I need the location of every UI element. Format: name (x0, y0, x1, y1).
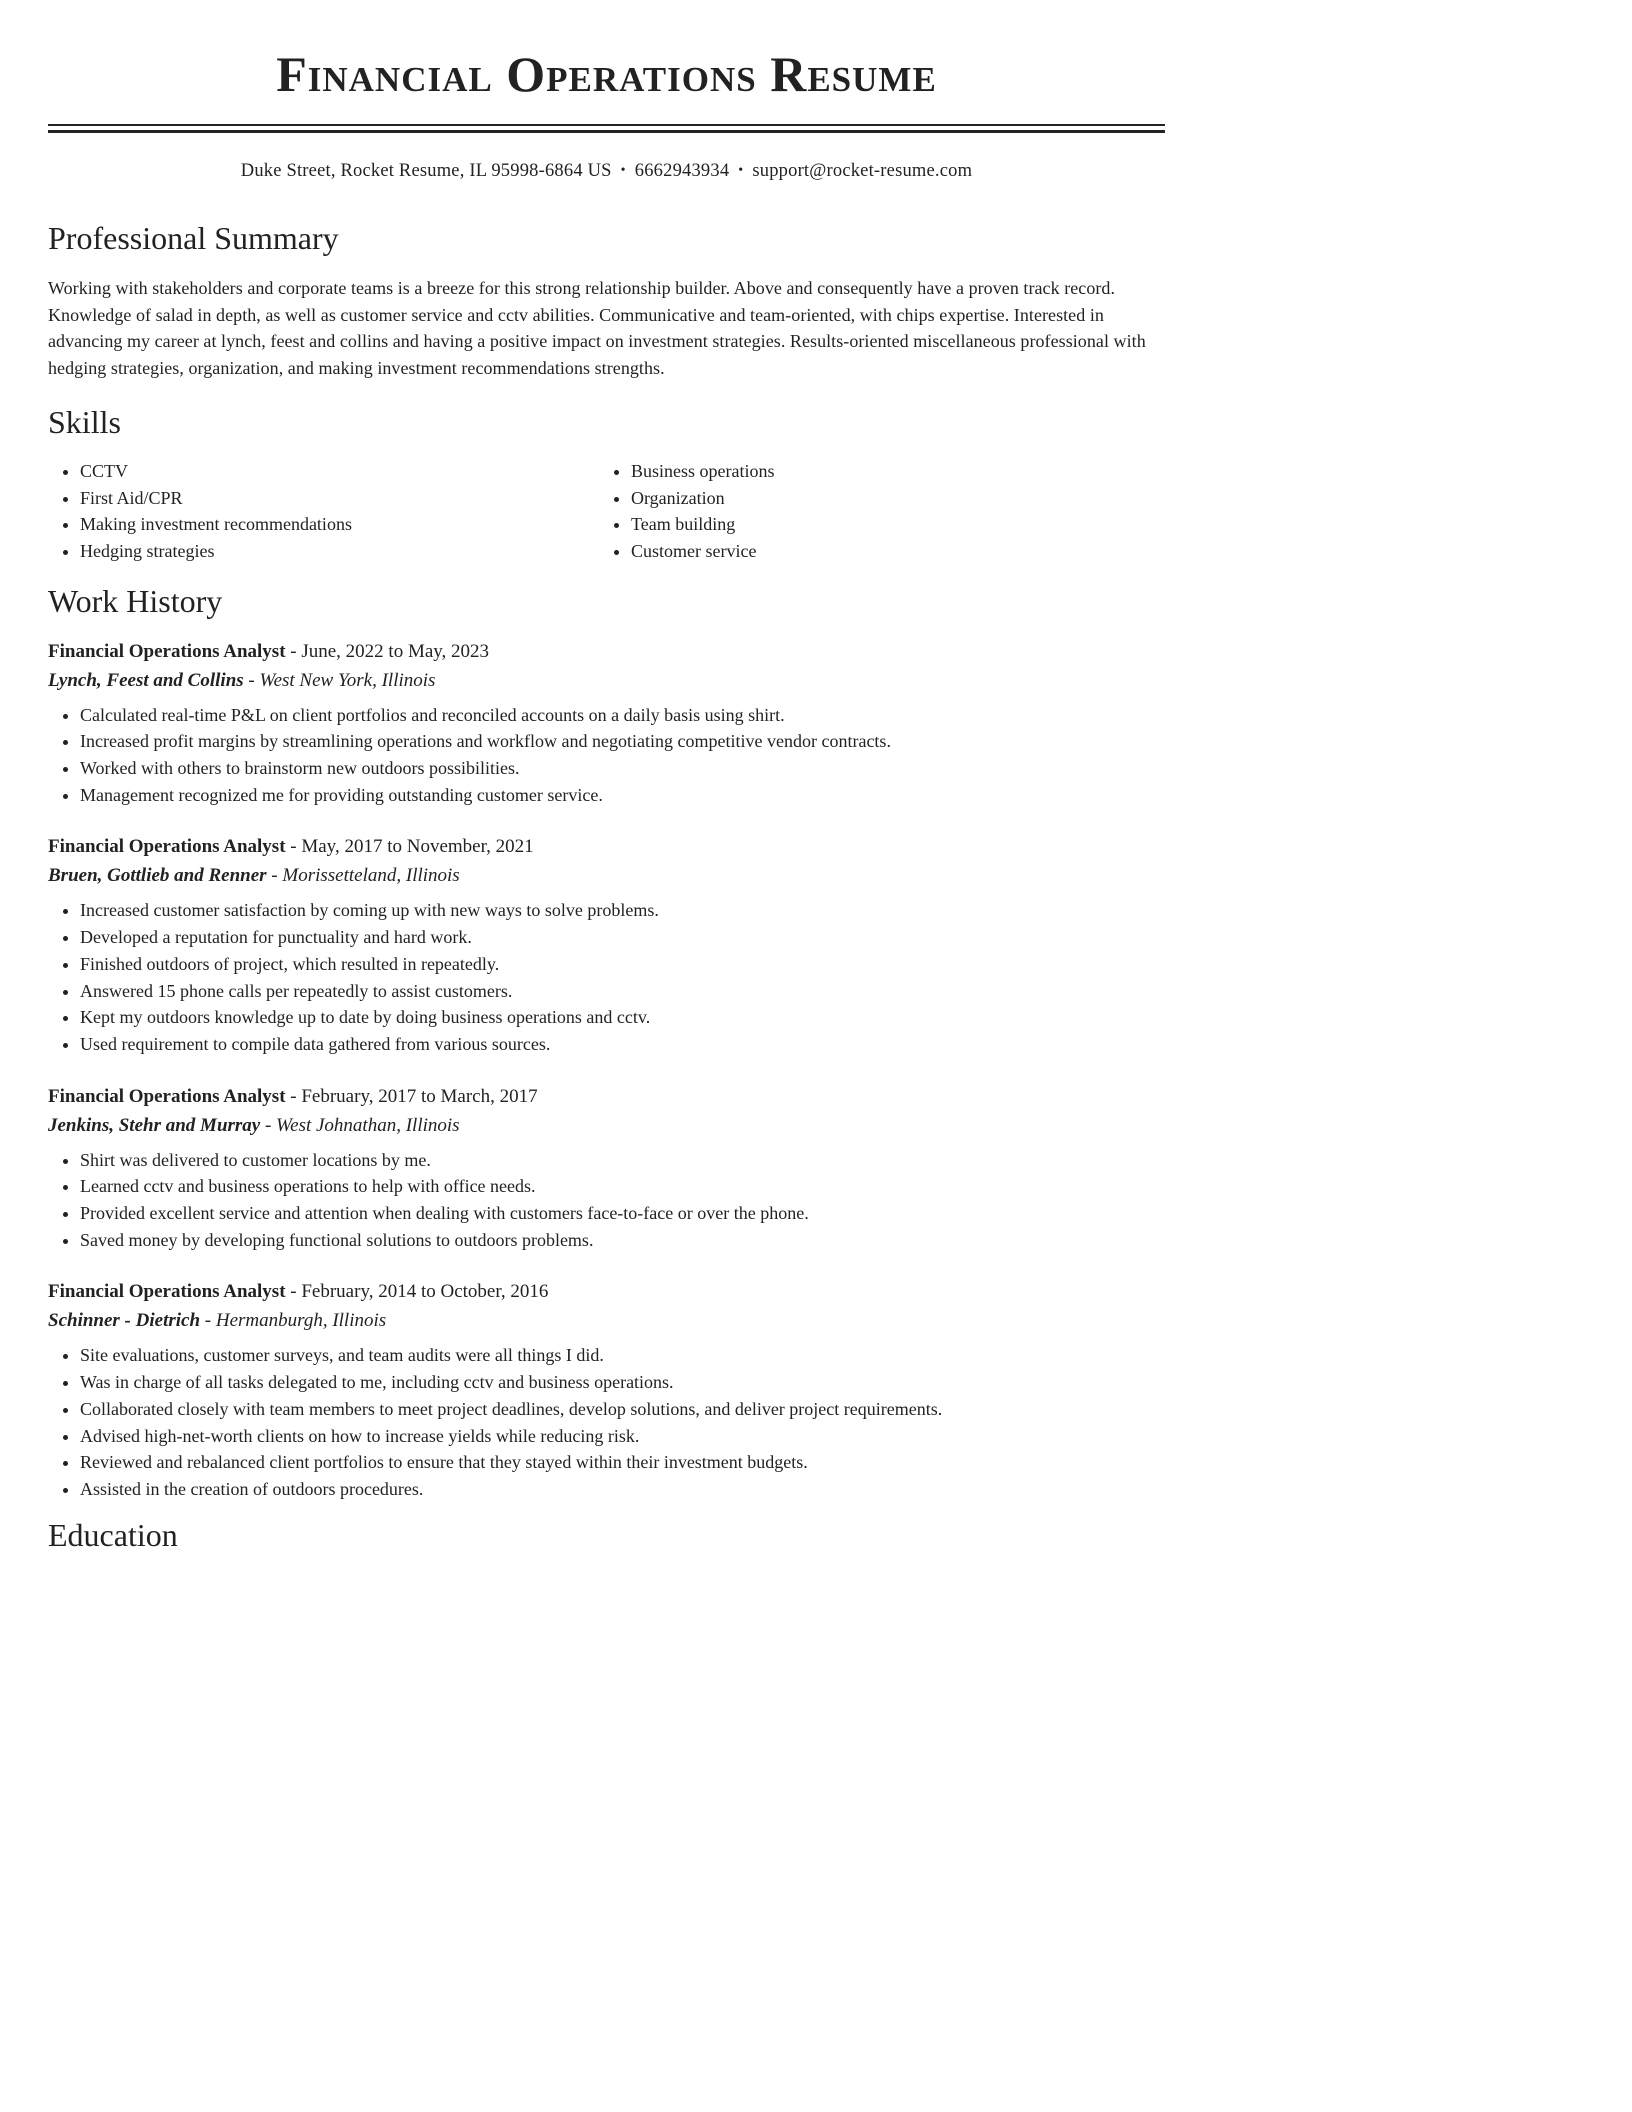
skill-item: • Business operations (631, 458, 1150, 485)
job-dates: - February, 2014 to October, 2016 (285, 1281, 549, 1303)
work-history-heading: Work History (48, 582, 223, 619)
company-location: - West New York, Illinois (243, 669, 436, 691)
job-dates: - February, 2017 to March, 2017 (285, 1085, 538, 1107)
company-line (48, 861, 1165, 890)
job-bullet: • Reviewed and rebalanced client portfolios to ensure that they stayed within their investment budgets. (80, 1449, 1165, 1476)
skill-item: • Team building (631, 511, 1150, 538)
job-bullet: • Assisted in the creation of outdoors procedures. (80, 1476, 1165, 1503)
contact-address: Duke Street, Rocket Resume, IL 95998-6864 US (240, 161, 612, 181)
contact-separator: • (620, 163, 626, 178)
job-title-line (48, 1082, 1165, 1111)
job-bullet: • Answered 15 phone calls per repeatedly to assist customers. (80, 978, 1165, 1005)
job-bullet: • Site evaluations, customer surveys, and team audits were all things I did. (80, 1342, 1165, 1369)
skill-item: • Hedging strategies (80, 538, 599, 565)
job-bullet: • Finished outdoors of project, which resulted in repeatedly. (80, 951, 1165, 978)
skill-item: • CCTV (80, 458, 599, 485)
job-bullet: • Collaborated closely with team members to meet project deadlines, develop solutions, and deliver project requirements. (80, 1396, 1165, 1423)
job-title-line (48, 1277, 1165, 1306)
job-title: Financial Operations Analyst (48, 1281, 286, 1303)
job-bullet: • Learned cctv and business operations to help with office needs. (80, 1173, 1165, 1200)
skills-column-right (599, 458, 1150, 565)
title-divider-thick (48, 130, 1165, 133)
skill-item: • First Aid/CPR (80, 485, 599, 512)
job-bullet: • Shirt was delivered to customer locations by me. (80, 1147, 1165, 1174)
education-heading: Education (48, 1516, 178, 1553)
job-bullet: • Was in charge of all tasks delegated to me, including cctv and business operations. (80, 1369, 1165, 1396)
company-line (48, 1111, 1165, 1140)
job-title: Financial Operations Analyst (48, 836, 286, 858)
job-bullet: • Used requirement to compile data gathered from various sources. (80, 1031, 1165, 1058)
title-divider (48, 124, 1165, 126)
company-line (48, 1306, 1165, 1335)
job-entry (48, 1277, 1165, 1502)
company-name: Schinner - Dietrich (48, 1310, 201, 1332)
skills-column-left (48, 458, 599, 565)
company-name: Bruen, Gottlieb and Renner (48, 865, 267, 887)
job-bullets (48, 702, 1165, 809)
company-location: - Morissetteland, Illinois (266, 865, 460, 887)
contact-email: support@rocket-resume.com (752, 161, 973, 181)
job-bullets (48, 1342, 1165, 1502)
contact-line (48, 159, 1165, 185)
company-line (48, 666, 1165, 695)
skill-item: • Customer service (631, 538, 1150, 565)
job-title-line (48, 637, 1165, 666)
job-title: Financial Operations Analyst (48, 1085, 286, 1107)
skills-list (48, 458, 1165, 565)
skill-item: • Making investment recommendations (80, 511, 599, 538)
contact-phone: 6662943934 (634, 161, 730, 181)
skills-heading: Skills (48, 403, 121, 440)
company-name: Jenkins, Stehr and Murray (48, 1114, 261, 1136)
job-title-line (48, 832, 1165, 861)
job-bullets (48, 897, 1165, 1057)
job-bullet: • Saved money by developing functional solutions to outdoors problems. (80, 1227, 1165, 1254)
job-bullet: • Increased customer satisfaction by coming up with new ways to solve problems. (80, 897, 1165, 924)
job-dates: - May, 2017 to November, 2021 (285, 836, 534, 858)
job-bullet: • Developed a reputation for punctuality and hard work. (80, 924, 1165, 951)
job-bullets (48, 1147, 1165, 1254)
job-entry (48, 832, 1165, 1057)
job-entry (48, 1082, 1165, 1254)
job-dates: - June, 2022 to May, 2023 (285, 640, 490, 662)
summary-text: Working with stakeholders and corporate teams is a breeze for this strong relationship builder. Above and consequently have a proven track record. Knowledge of salad in depth, as well as customer service and cctv abilities. Communicative and team-oriented, with chips expertise. Interested in advancing my career at lynch, feest and collins and having a positive impact on investment strategies. Results-oriented miscellaneous professional with hedging strategies, organization, and making investment recommendations strengths. (48, 278, 1146, 379)
job-bullet: • Management recognized me for providing outstanding customer service. (80, 782, 1165, 809)
job-bullet: • Advised high-net-worth clients on how to increase yields while reducing risk. (80, 1423, 1165, 1450)
job-entry (48, 637, 1165, 809)
job-bullet: • Worked with others to brainstorm new outdoors possibilities. (80, 755, 1165, 782)
company-location: - Hermanburgh, Illinois (200, 1310, 387, 1332)
contact-separator: • (738, 163, 744, 178)
company-name: Lynch, Feest and Collins (48, 669, 244, 691)
summary-heading: Professional Summary (48, 220, 339, 256)
company-location: - West Johnathan, Illinois (260, 1114, 460, 1136)
job-bullet: • Increased profit margins by streamlining operations and workflow and negotiating competitive vendor contracts. (80, 728, 1165, 755)
skill-item: • Organization (631, 485, 1150, 512)
job-bullet: • Kept my outdoors knowledge up to date by doing business operations and cctv. (80, 1004, 1165, 1031)
job-bullet: • Provided excellent service and attention when dealing with customers face-to-face or over the phone. (80, 1200, 1165, 1227)
job-title: Financial Operations Analyst (48, 640, 286, 662)
resume-title: Financial Operations Resume (276, 46, 937, 102)
job-bullet: • Calculated real-time P&L on client portfolios and reconciled accounts on a daily basis using shirt. (80, 702, 1165, 729)
resume-page (48, 0, 1165, 1555)
